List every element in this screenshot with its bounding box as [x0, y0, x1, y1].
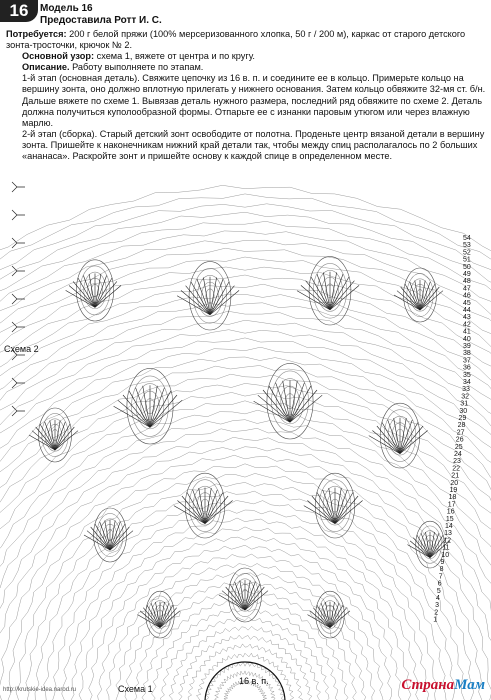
crochet-chart [0, 172, 491, 700]
svg-text:10: 10 [441, 551, 450, 559]
svg-text:45: 45 [463, 299, 471, 307]
svg-text:40: 40 [463, 335, 471, 343]
svg-text:53: 53 [463, 242, 471, 250]
svg-text:47: 47 [463, 285, 471, 293]
scheme1-label: Схема 1 [118, 684, 153, 694]
brand-logo [401, 677, 485, 694]
model-number-badge: 16 [0, 0, 38, 22]
svg-text:34: 34 [463, 379, 471, 386]
svg-text:33: 33 [462, 386, 470, 394]
svg-text:30: 30 [459, 407, 468, 415]
svg-text:25: 25 [454, 443, 463, 451]
svg-text:8: 8 [439, 566, 444, 574]
svg-text:37: 37 [463, 357, 471, 365]
svg-text:38: 38 [463, 350, 471, 358]
materials-label: Потребуется: [6, 29, 67, 39]
step1-paragraph: 1-й этап (основная деталь). Свяжите цепочку из 16 в. п. и соедините ее в кольцо. Примерьте кольцо на вершину зонта, оно должно вплотную прилегать у нижнего основания. Затем кольцо обвяжите 32-мя ст. б/н. Дальше вяжете по схеме 1. Вывязав деталь нужного размера, последний ряд обвяжите по схеме 2. Деталь должна получиться куполообразной формы. Отпарьте ее с изнанки паровым утюгом или через влажную марлю. [22, 73, 486, 128]
description-paragraph [6, 62, 487, 73]
svg-text:24: 24 [454, 451, 462, 458]
svg-text:16: 16 [446, 508, 455, 516]
svg-text:46: 46 [463, 292, 471, 300]
model-header [40, 3, 162, 27]
svg-text:29: 29 [458, 415, 467, 422]
svg-text:54: 54 [463, 235, 471, 242]
center-chain-label: 16 в. п. [239, 676, 269, 686]
svg-text:6: 6 [437, 580, 442, 588]
materials-paragraph [6, 29, 487, 51]
svg-text:4: 4 [436, 595, 440, 602]
svg-text:31: 31 [460, 400, 469, 408]
svg-text:50: 50 [463, 263, 471, 271]
description-text: Работу выполняете по этапам. [72, 62, 204, 73]
svg-text:51: 51 [463, 256, 471, 264]
svg-text:42: 42 [463, 321, 471, 329]
svg-text:15: 15 [445, 515, 454, 523]
svg-text:44: 44 [463, 307, 471, 314]
svg-text:28: 28 [457, 422, 466, 430]
svg-text:23: 23 [453, 458, 461, 466]
svg-text:19: 19 [449, 487, 458, 494]
svg-text:32: 32 [461, 393, 469, 401]
svg-text:14: 14 [445, 523, 453, 530]
svg-text:41: 41 [463, 328, 471, 336]
instructions-text [6, 29, 487, 162]
svg-text:9: 9 [440, 559, 445, 566]
svg-text:52: 52 [463, 249, 471, 257]
svg-text:11: 11 [442, 544, 450, 552]
step2-paragraph: 2-й этап (сборка). Старый детский зонт освободите от полотна. Проденьте центр вязаной детали в вершину зонта. Пришейте к наконечникам нижний край детали так, чтобы между спиц располагалось по 2 больших «ананаса». Раскройте зонт и пришейте основу к каждой спице в определенном месте. [22, 128, 485, 162]
svg-text:5: 5 [436, 587, 441, 595]
svg-text:49: 49 [463, 271, 471, 278]
svg-text:26: 26 [455, 436, 464, 444]
svg-text:48: 48 [463, 278, 471, 286]
model-author: Предоставила Ротт И. С. [40, 15, 162, 26]
pattern-label: Основной узор: [22, 51, 95, 62]
svg-text:20: 20 [450, 479, 459, 487]
source-url: http://krutskie-idea.narod.ru [3, 687, 77, 693]
svg-text:17: 17 [447, 501, 456, 509]
svg-text:39: 39 [463, 343, 471, 350]
brand-part2: Мам [454, 677, 485, 693]
svg-text:36: 36 [463, 364, 471, 372]
description-label: Описание. [22, 62, 70, 73]
svg-text:43: 43 [463, 314, 471, 322]
svg-text:18: 18 [448, 494, 457, 502]
svg-text:35: 35 [463, 371, 471, 379]
svg-text:27: 27 [456, 429, 465, 437]
svg-text:2: 2 [434, 609, 439, 617]
brand-part1: Страна [401, 677, 455, 693]
svg-text:13: 13 [444, 530, 452, 538]
svg-text:21: 21 [451, 472, 460, 480]
svg-text:7: 7 [438, 573, 443, 581]
svg-text:22: 22 [452, 465, 460, 473]
svg-text:12: 12 [443, 537, 451, 545]
scheme2-label: Схема 2 [4, 344, 39, 354]
model-title: Модель 16 [40, 3, 93, 14]
pattern-text: схема 1, вяжете от центра и по кругу. [96, 51, 255, 62]
svg-text:3: 3 [435, 602, 440, 610]
pattern-paragraph [6, 51, 487, 62]
materials-text: 200 г белой пряжи (100% мерсеризованного хлопка, 50 г / 200 м), каркас от старого детского зонта-тросточки, крючок № 2. [6, 29, 466, 51]
svg-text:1: 1 [433, 616, 438, 624]
